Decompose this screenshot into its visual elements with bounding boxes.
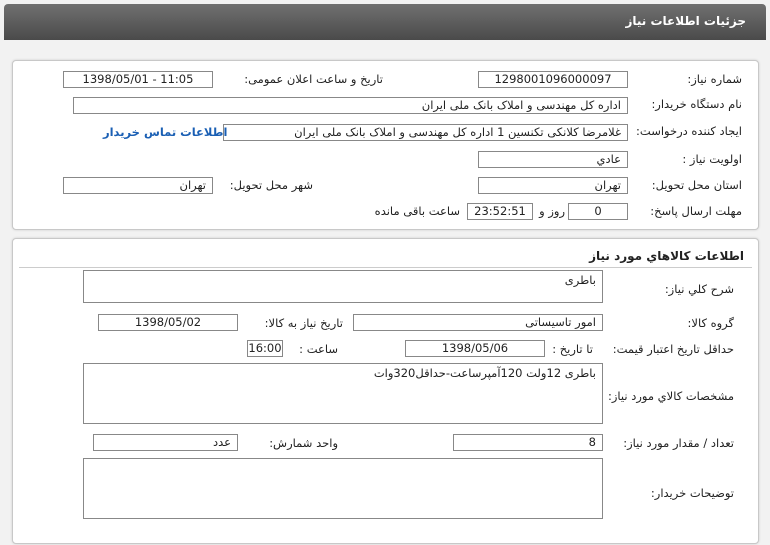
goods-info-panel <box>12 238 759 544</box>
until-date-field[interactable]: 1398/05/06 <box>405 340 545 357</box>
need-number-field[interactable]: 1298001096000097 <box>478 71 628 88</box>
goods-group-label: گروه کالا: <box>687 316 734 330</box>
announce-date-field[interactable]: 1398/05/01 - 11:05 <box>63 71 213 88</box>
deadline-label: مهلت ارسال پاسخ: <box>650 204 742 218</box>
need-info-panel <box>12 60 759 230</box>
deadline-time-field[interactable]: 23:52:51 <box>467 203 533 220</box>
unit-field[interactable]: عدد <box>93 434 238 451</box>
until-date-label: تا تاريخ : <box>552 342 593 356</box>
qty-field[interactable]: 8 <box>453 434 603 451</box>
city-label: شهر محل تحويل: <box>229 178 313 192</box>
creator-field[interactable]: غلامرضا کلانکی تکنسین 1 اداره کل مهندسی و املاک بانک ملی ایران <box>223 124 628 141</box>
goods-section-title: اطلاعات کالاهاي مورد نياز <box>589 249 744 263</box>
hour-field[interactable]: 16:00 <box>248 341 282 355</box>
province-label: استان محل تحويل: <box>651 178 742 192</box>
need-number-label: شماره نياز: <box>687 72 742 86</box>
page-header <box>4 4 766 40</box>
spec-label: مشخصات کالاي مورد نياز: <box>607 389 734 403</box>
unit-label: واحد شمارش: <box>269 436 338 450</box>
buyer-notes-label: توضيحات خريدار: <box>650 486 734 500</box>
buyer-contact-link[interactable]: اطلاعات تماس خريدار <box>103 125 228 139</box>
announce-date-label: تاريخ و ساعت اعلان عمومی: <box>244 72 383 86</box>
page-title: جزئيات اطلاعات نياز <box>625 14 746 28</box>
province-field[interactable]: تهران <box>478 177 628 194</box>
spec-field[interactable]: باطری 12ولت 120آمپرساعت-حداقل320وات <box>83 363 603 424</box>
priority-field[interactable]: عادي <box>478 151 628 168</box>
buyer-org-field[interactable]: اداره کل مهندسی و املاک بانک ملی ایران <box>73 97 628 114</box>
goods-group-field[interactable]: امور تاسیساتی <box>353 314 603 331</box>
buyer-notes-field[interactable] <box>83 458 603 519</box>
qty-label: تعداد / مقدار مورد نياز: <box>623 436 734 450</box>
creator-label: ايجاد کننده درخواست: <box>636 124 742 138</box>
deadline-days-field[interactable]: 0 <box>568 203 628 220</box>
section-divider <box>19 267 752 268</box>
remaining-label: ساعت باقی مانده <box>374 204 460 218</box>
general-desc-label: شرح کلي نياز: <box>664 282 734 296</box>
need-date-field[interactable]: 1398/05/02 <box>98 314 238 331</box>
priority-label: اولويت نياز : <box>682 152 742 166</box>
city-field[interactable]: تهران <box>63 177 213 194</box>
buyer-org-label: نام دستگاه خريدار: <box>651 97 742 111</box>
need-date-label: تاريخ نياز به کالا: <box>264 316 343 330</box>
days-word: روز و <box>539 204 565 218</box>
min-price-date-label: حداقل تاريخ اعتبار قيمت: <box>612 342 734 356</box>
general-desc-field[interactable]: باطری <box>83 270 603 303</box>
hour-label: ساعت : <box>299 342 338 356</box>
